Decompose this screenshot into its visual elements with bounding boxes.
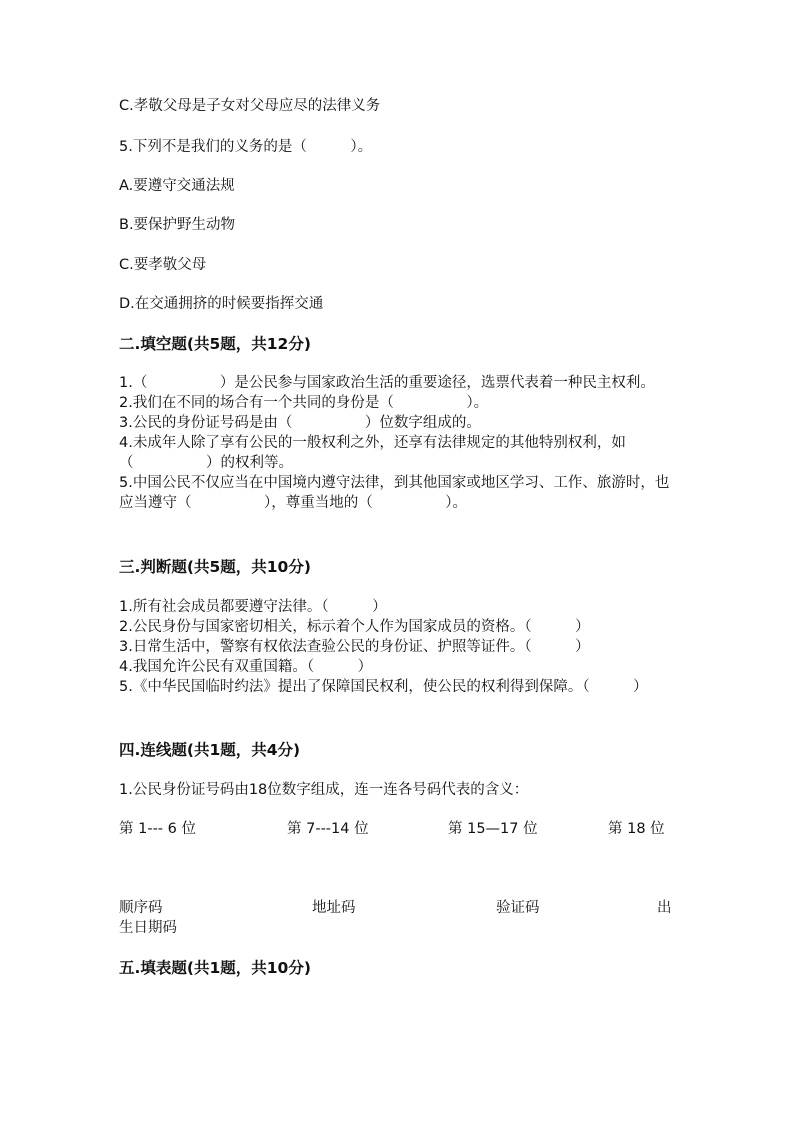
q4-option-c: C.孝敬父母是子女对父母应尽的法律义务 (119, 98, 381, 114)
judge-item-3: 3.日常生活中，警察有权依法查验公民的身份证、护照等证件。（ ） (119, 639, 590, 655)
meaning-address-code: 地址码 (312, 900, 356, 916)
meaning-sequence-code: 顺序码 (119, 900, 163, 916)
section-3-items (119, 597, 675, 697)
fill-item-1: 1.（ ）是公民参与国家政治生活的重要途径，选票代表着一种民主权利。 (119, 375, 655, 391)
position-18: 第 18 位 (608, 821, 665, 837)
q5-option-d: D.在交通拥挤的时候要指挥交通 (119, 296, 324, 312)
fill-item-3: 3.公民的身份证号码是由（ ）位数字组成的。 (119, 415, 481, 431)
section-2-heading: 二.填空题(共5题，共12分) (119, 335, 311, 353)
q5-option-a: A.要遵守交通法规 (119, 178, 235, 194)
judge-item-5: 5.《中华民国临时约法》提出了保障国民权利，使公民的权利得到保障。（ ） (119, 679, 648, 695)
section-2-items (119, 373, 675, 513)
fill-item-4: 4.未成年人除了享有公民的一般权利之外，还享有法律规定的其他特别权利，如（ ）的权利等。 (119, 435, 626, 471)
judge-item-2: 2.公民身份与国家密切相关，标示着个人作为国家成员的资格。（ ） (119, 619, 590, 635)
position-7-14: 第 7---14 位 (287, 821, 369, 837)
position-15-17: 第 15—17 位 (448, 821, 538, 837)
meaning-check-code: 验证码 (496, 900, 540, 916)
q5-option-c: C.要孝敬父母 (119, 257, 207, 273)
fill-item-2: 2.我们在不同的场合有一个共同的身份是（ ）。 (119, 395, 489, 411)
match-item-1: 1.公民身份证号码由18位数字组成，连一连各号码代表的含义： (119, 782, 529, 798)
meaning-birthdate-code-rest: 生日期码 (119, 920, 177, 936)
fill-item-5: 5.中国公民不仅应当在中国境内遵守法律，到其他国家或地区学习、工作、旅游时，也应当遵守（ ），尊重当地的（ ）。 (119, 475, 670, 511)
position-1-6: 第 1--- 6 位 (119, 821, 196, 837)
section-3-heading: 三.判断题(共5题，共10分) (119, 558, 311, 576)
meaning-birthdate-code-start: 出 (657, 900, 672, 916)
q5-stem: 5.下列不是我们的义务的是（ ）。 (119, 139, 373, 155)
judge-item-1: 1.所有社会成员都要遵守法律。（ ） (119, 599, 387, 615)
section-5-heading: 五.填表题(共1题，共10分) (119, 959, 311, 977)
section-4-heading: 四.连线题(共1题，共4分) (119, 741, 301, 759)
judge-item-4: 4.我国允许公民有双重国籍。（ ） (119, 659, 373, 675)
q5-option-b: B.要保护野生动物 (119, 217, 236, 233)
